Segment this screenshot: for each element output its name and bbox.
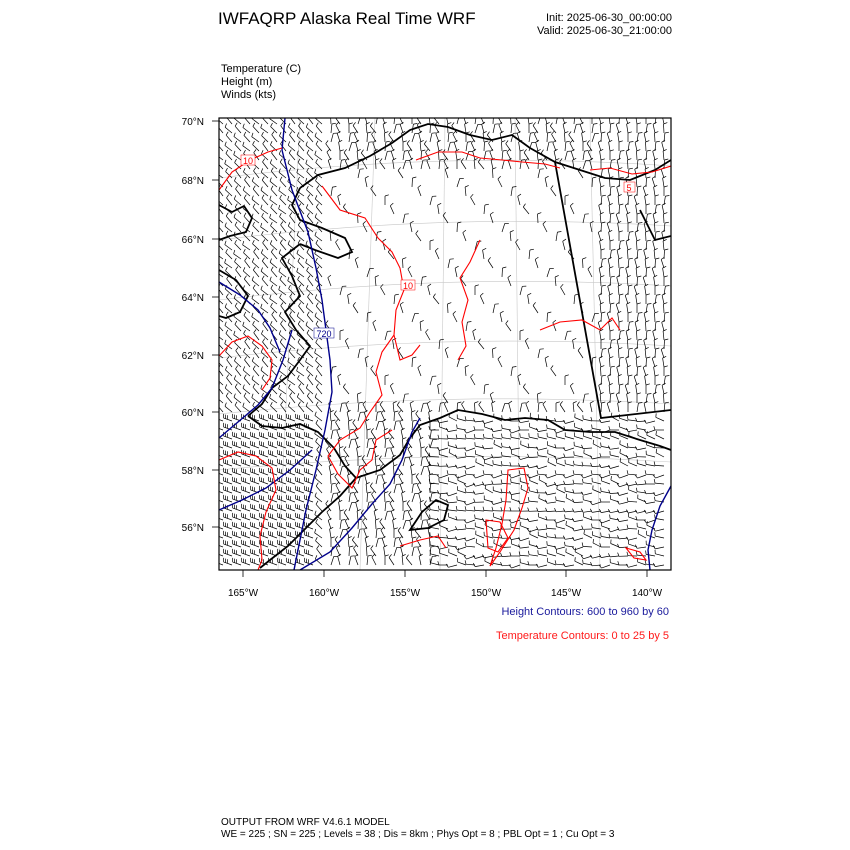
lat-label-62: 62°N [181,351,204,362]
lon-label-145: 145°W [550,588,582,599]
lat-label-66: 66°N [181,235,204,246]
longitude-axis [228,570,663,599]
field-winds: Winds (kts) [221,89,276,101]
lon-label-150: 150°W [470,588,502,599]
plot-title: IWFAQRP Alaska Real Time WRF [218,9,476,28]
lon-label-165: 165°W [227,588,259,599]
latitude-axis [182,117,219,534]
valid-time: Valid: 2025-06-30_21:00:00 [537,25,672,37]
model-info-line1: OUTPUT FROM WRF V4.6.1 MODEL [221,817,390,828]
lat-label-56: 56°N [181,523,204,534]
lon-label-140: 140°W [631,588,663,599]
init-time: Init: 2025-06-30_00:00:00 [546,12,672,24]
lon-label-155: 155°W [389,588,421,599]
field-temperature: Temperature (C) [221,63,302,75]
lat-label-64: 64°N [181,293,204,304]
temp-label-east: 5 [626,183,632,193]
lat-label-58: 58°N [181,466,204,477]
model-info [221,817,614,841]
lat-label-70: 70°N [181,117,204,128]
height-legend: Height Contours: 600 to 960 by 60 [501,606,669,618]
temperature-legend: Temperature Contours: 0 to 25 by 5 [495,630,669,642]
lat-label-68: 68°N [181,176,204,187]
temp-label-nw: 10 [242,156,254,166]
height-label: 720 [316,329,332,339]
model-info-line2: WE = 225 ; SN = 225 ; Levels = 38 ; Dis = 8km ; Phys Opt = 8 ; PBL Opt = 1 ; Cu Opt = 3 [221,829,615,840]
wind-barbs [215,113,670,568]
temp-label-interior: 10 [402,281,414,291]
lat-label-60: 60°N [181,408,204,419]
field-height: Height (m) [221,76,273,88]
lon-label-160: 160°W [308,588,340,599]
